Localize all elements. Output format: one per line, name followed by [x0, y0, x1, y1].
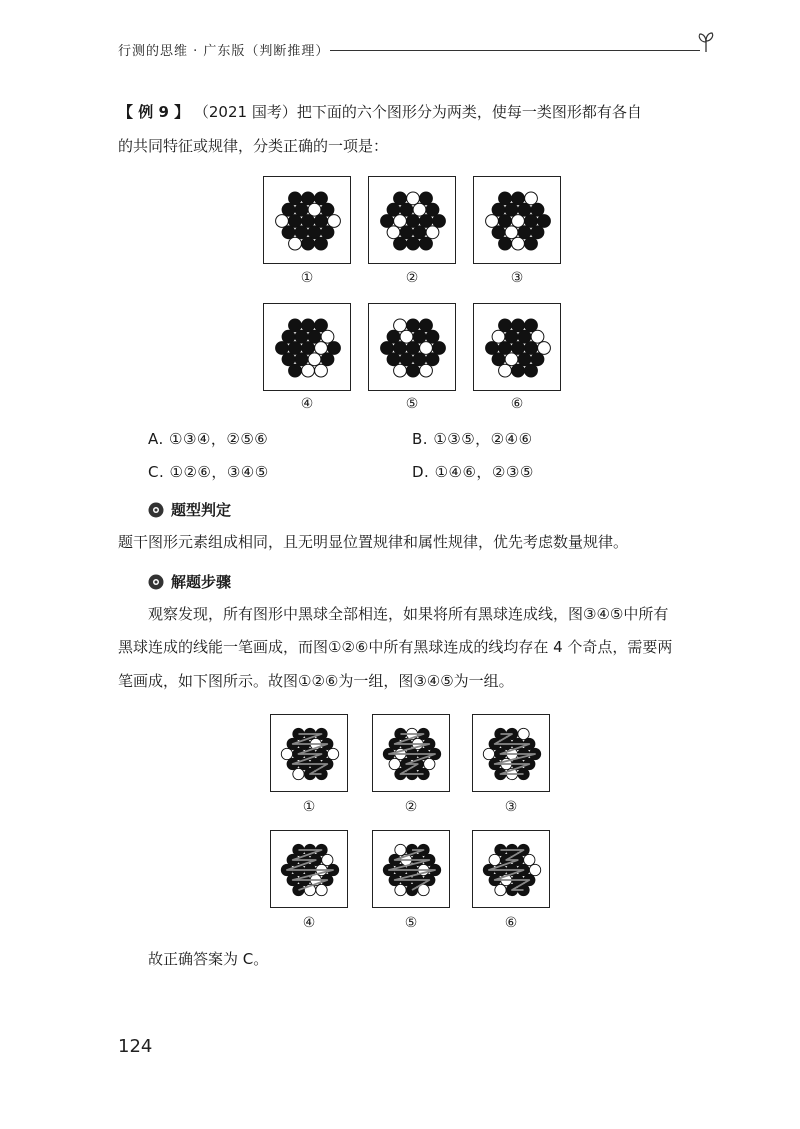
black-ball	[295, 226, 308, 239]
white-ball	[483, 748, 494, 759]
white-ball	[505, 353, 518, 366]
black-ball	[328, 342, 341, 355]
solution-figure-2	[372, 714, 450, 792]
black-ball	[518, 226, 531, 239]
white-ball	[276, 215, 289, 228]
steps-line-2: 黑球连成的线能一笔画成，而图①②⑥中所有黑球连成的线均存在 4 个奇点，需要两	[118, 638, 673, 656]
answer-text: 故正确答案为 C。	[148, 950, 269, 968]
black-ball	[531, 353, 544, 366]
black-ball	[394, 342, 407, 355]
black-ball	[308, 226, 321, 239]
black-ball	[420, 237, 433, 250]
black-ball	[420, 319, 433, 332]
solution-figure-1	[270, 714, 348, 792]
example-tag: 【 例 9 】	[118, 103, 190, 121]
white-ball	[420, 364, 433, 377]
black-ball	[525, 319, 538, 332]
black-ball	[315, 237, 328, 250]
black-ball	[518, 353, 531, 366]
black-ball	[407, 237, 420, 250]
black-ball	[321, 203, 334, 216]
black-ball	[525, 364, 538, 377]
black-ball	[492, 203, 505, 216]
black-ball	[518, 330, 531, 343]
white-ball	[495, 884, 506, 895]
white-ball	[281, 748, 292, 759]
option-d[interactable]: D. ①④⑥，②③⑤	[412, 463, 534, 481]
black-ball	[531, 226, 544, 239]
black-ball	[413, 330, 426, 343]
white-ball	[395, 844, 406, 855]
black-ball	[302, 215, 315, 228]
white-ball	[289, 237, 302, 250]
white-ball	[424, 758, 435, 769]
black-ball	[400, 226, 413, 239]
black-ball	[492, 353, 505, 366]
white-ball	[524, 854, 535, 865]
black-ball	[426, 203, 439, 216]
black-ball	[289, 319, 302, 332]
black-ball	[293, 884, 304, 895]
white-ball	[395, 884, 406, 895]
question-figure-label: ②	[405, 270, 419, 286]
black-ball	[512, 192, 525, 205]
black-ball	[394, 192, 407, 205]
black-ball	[413, 226, 426, 239]
white-ball	[316, 884, 327, 895]
black-ball	[315, 319, 328, 332]
solution-figure-label: ④	[302, 915, 316, 931]
black-ball	[295, 330, 308, 343]
question-line-1	[118, 97, 718, 127]
steps-line-3: 笔画成，如下图所示。故图①②⑥为一组，图③④⑤为一组。	[118, 672, 514, 690]
question-text-1: （2021 国考）把下面的六个图形分为两类，使每一类图形都有各自	[193, 103, 642, 121]
question-figure-label: ①	[300, 270, 314, 286]
black-ball	[512, 342, 525, 355]
black-ball	[302, 319, 315, 332]
white-ball	[518, 728, 529, 739]
black-ball	[499, 319, 512, 332]
white-ball	[529, 864, 540, 875]
white-ball	[400, 330, 413, 343]
black-ball	[387, 353, 400, 366]
black-ball	[394, 237, 407, 250]
black-ball	[420, 192, 433, 205]
black-ball	[499, 215, 512, 228]
black-ball	[433, 342, 446, 355]
black-ball	[433, 215, 446, 228]
black-ball	[407, 342, 420, 355]
black-ball	[381, 342, 394, 355]
solution-figure-5	[372, 830, 450, 908]
black-ball	[413, 353, 426, 366]
black-ball	[302, 237, 315, 250]
black-ball	[387, 330, 400, 343]
section-text-type: 题干图形元素组成相同，且无明显位置规律和属性规律，优先考虑数量规律。	[118, 533, 629, 551]
question-figure-3	[473, 176, 561, 264]
black-ball	[400, 353, 413, 366]
white-ball	[525, 192, 538, 205]
question-figure-label: ⑤	[405, 396, 419, 412]
white-ball	[293, 768, 304, 779]
white-ball	[308, 203, 321, 216]
black-ball	[499, 342, 512, 355]
black-ball	[387, 203, 400, 216]
flower-icon	[148, 574, 164, 590]
white-ball	[512, 237, 525, 250]
black-ball	[512, 319, 525, 332]
black-ball	[315, 215, 328, 228]
black-ball	[420, 215, 433, 228]
section-title-type: 题型判定	[171, 501, 232, 519]
white-ball	[492, 330, 505, 343]
black-ball	[381, 215, 394, 228]
solution-figure-3	[472, 714, 550, 792]
white-ball	[394, 215, 407, 228]
black-ball	[512, 364, 525, 377]
solution-figure-4	[270, 830, 348, 908]
sprout-icon	[694, 30, 718, 54]
option-b[interactable]: B. ①③⑤，②④⑥	[412, 430, 533, 448]
black-ball	[525, 215, 538, 228]
question-figure-4	[263, 303, 351, 391]
black-ball	[282, 330, 295, 343]
white-ball	[512, 215, 525, 228]
black-ball	[499, 237, 512, 250]
solution-figure-label: ③	[504, 799, 518, 815]
black-ball	[289, 364, 302, 377]
white-ball	[394, 319, 407, 332]
black-ball	[518, 203, 531, 216]
black-ball	[321, 353, 334, 366]
question-line-2: 的共同特征或规律，分类正确的一项是：	[118, 137, 389, 155]
question-figure-6	[473, 303, 561, 391]
steps-line-1: 观察发现，所有图形中黑球全部相连，如果将所有黑球连成线，图③④⑤中所有	[148, 605, 669, 623]
solution-figure-label: ②	[404, 799, 418, 815]
white-ball	[328, 215, 341, 228]
black-ball	[426, 353, 439, 366]
solution-figure-label: ⑤	[404, 915, 418, 931]
black-ball	[282, 353, 295, 366]
white-ball	[413, 203, 426, 216]
white-ball	[499, 364, 512, 377]
black-ball	[525, 342, 538, 355]
black-ball	[276, 342, 289, 355]
white-ball	[486, 215, 499, 228]
white-ball	[321, 330, 334, 343]
black-ball	[295, 353, 308, 366]
question-figure-label: ④	[300, 396, 314, 412]
question-figure-label: ③	[510, 270, 524, 286]
white-ball	[327, 748, 338, 759]
white-ball	[538, 342, 551, 355]
question-figure-5	[368, 303, 456, 391]
header-title: 行测的思维 · 广东版（判断推理）	[118, 44, 330, 59]
page-number: 124	[118, 1036, 153, 1057]
black-ball	[289, 215, 302, 228]
solution-figure-label: ①	[302, 799, 316, 815]
black-ball	[486, 342, 499, 355]
option-c[interactable]: C. ①②⑥，③④⑤	[148, 463, 269, 481]
black-ball	[407, 319, 420, 332]
white-ball	[420, 342, 433, 355]
white-ball	[426, 226, 439, 239]
black-ball	[407, 215, 420, 228]
black-ball	[531, 203, 544, 216]
black-ball	[302, 342, 315, 355]
black-ball	[525, 237, 538, 250]
white-ball	[322, 854, 333, 865]
black-ball	[315, 192, 328, 205]
running-header	[118, 30, 718, 60]
black-ball	[499, 192, 512, 205]
black-ball	[289, 342, 302, 355]
flower-icon	[148, 502, 164, 518]
black-ball	[407, 364, 420, 377]
white-ball	[389, 758, 400, 769]
black-ball	[492, 226, 505, 239]
black-ball	[538, 215, 551, 228]
option-a[interactable]: A. ①③④，②⑤⑥	[148, 430, 269, 448]
white-ball	[315, 342, 328, 355]
white-ball	[489, 854, 500, 865]
black-ball	[295, 203, 308, 216]
header-rule	[330, 50, 700, 51]
white-ball	[394, 364, 407, 377]
white-ball	[505, 226, 518, 239]
black-ball	[505, 330, 518, 343]
white-ball	[531, 330, 544, 343]
solution-figure-label: ⑥	[504, 915, 518, 931]
question-figure-1	[263, 176, 351, 264]
question-figure-label: ⑥	[510, 396, 524, 412]
black-ball	[426, 330, 439, 343]
black-ball	[282, 226, 295, 239]
black-ball	[282, 203, 295, 216]
black-ball	[302, 192, 315, 205]
question-figure-2	[368, 176, 456, 264]
section-title-steps: 解题步骤	[171, 573, 232, 591]
black-ball	[289, 192, 302, 205]
black-ball	[505, 203, 518, 216]
black-ball	[308, 330, 321, 343]
white-ball	[308, 353, 321, 366]
white-ball	[407, 192, 420, 205]
white-ball	[387, 226, 400, 239]
solution-figure-6	[472, 830, 550, 908]
white-ball	[302, 364, 315, 377]
white-ball	[315, 364, 328, 377]
black-ball	[400, 203, 413, 216]
black-ball	[321, 226, 334, 239]
